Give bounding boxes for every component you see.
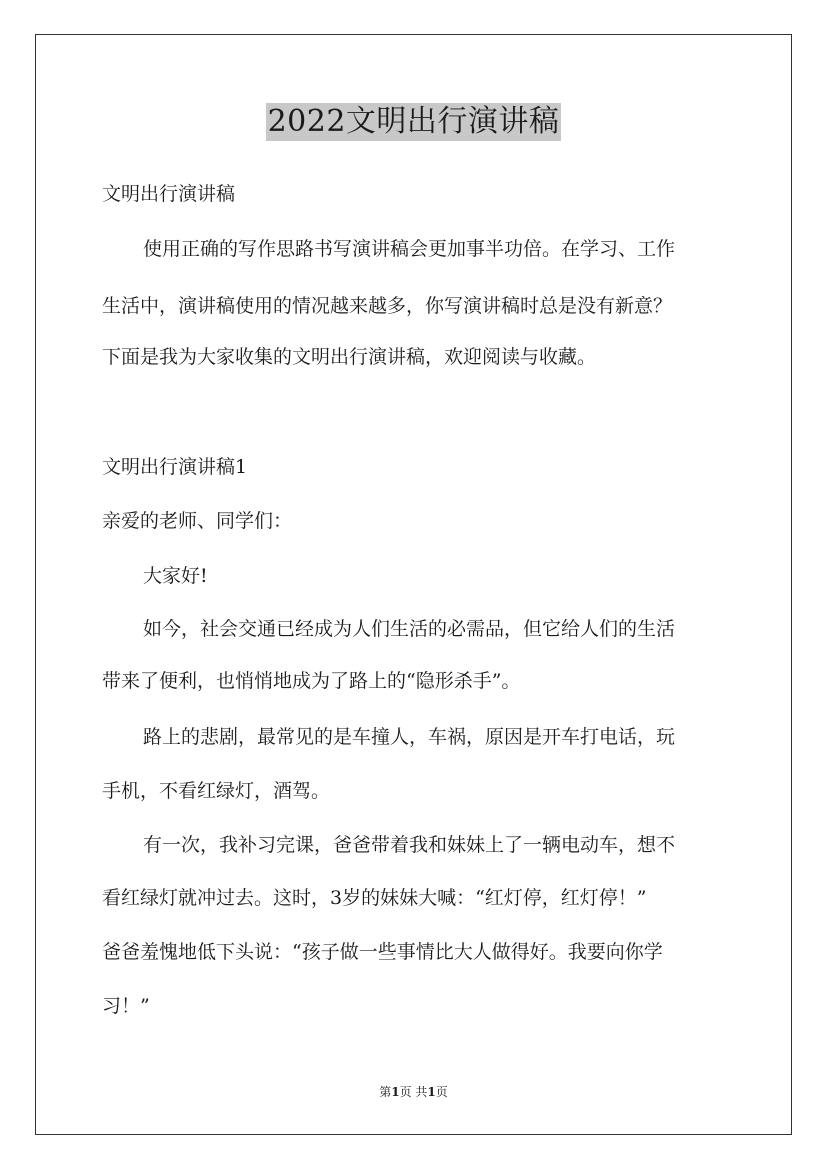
paragraph-line: 带来了便利，也悄悄地成为了路上的“隐形杀手”。 (102, 670, 521, 692)
paragraph-line: 爸爸羞愧地低下头说：“孩子做一些事情比大人做得好。我要向你学 (102, 941, 663, 963)
greeting: 大家好! (143, 565, 208, 587)
current-page-number: 1 (391, 1085, 400, 1099)
footer-suffix: 页 (435, 1085, 448, 1099)
footer-prefix: 第 (379, 1085, 392, 1099)
footer-mid: 页 共 (399, 1085, 428, 1099)
paragraph-line: 下面是我为大家收集的文明出行演讲稿，欢迎阅读与收藏。 (102, 346, 597, 368)
section-heading: 文明出行演讲稿1 (102, 456, 248, 478)
paragraph-line: 看红绿灯就冲过去。这时，3岁的妹妹大喊：“红灯停，红灯停！” (102, 887, 647, 909)
salutation: 亲爱的老师、同学们： (102, 510, 293, 532)
paragraph-line: 手机，不看红绿灯，酒驾。 (102, 780, 331, 802)
page-footer (0, 1084, 827, 1100)
paragraph-line: 有一次，我补习完课，爸爸带着我和妹妹上了一辆电动车，想不 (143, 834, 676, 856)
title-container (0, 103, 827, 141)
section-heading: 文明出行演讲稿 (102, 183, 236, 205)
paragraph-line: 如今，社会交通已经成为人们生活的必需品，但它给人们的生活 (143, 618, 676, 640)
document-title: 2022文明出行演讲稿 (267, 104, 560, 139)
paragraph-line: 使用正确的写作思路书写演讲稿会更加事半功倍。在学习、工作 (143, 238, 676, 260)
paragraph-line: 生活中，演讲稿使用的情况越来越多，你写演讲稿时总是没有新意？ (102, 295, 673, 317)
total-page-number: 1 (427, 1085, 436, 1099)
paragraph-line: 路上的悲剧，最常见的是车撞人，车祸，原因是开车打电话，玩 (143, 726, 676, 748)
paragraph-line: 习！” (102, 995, 150, 1017)
